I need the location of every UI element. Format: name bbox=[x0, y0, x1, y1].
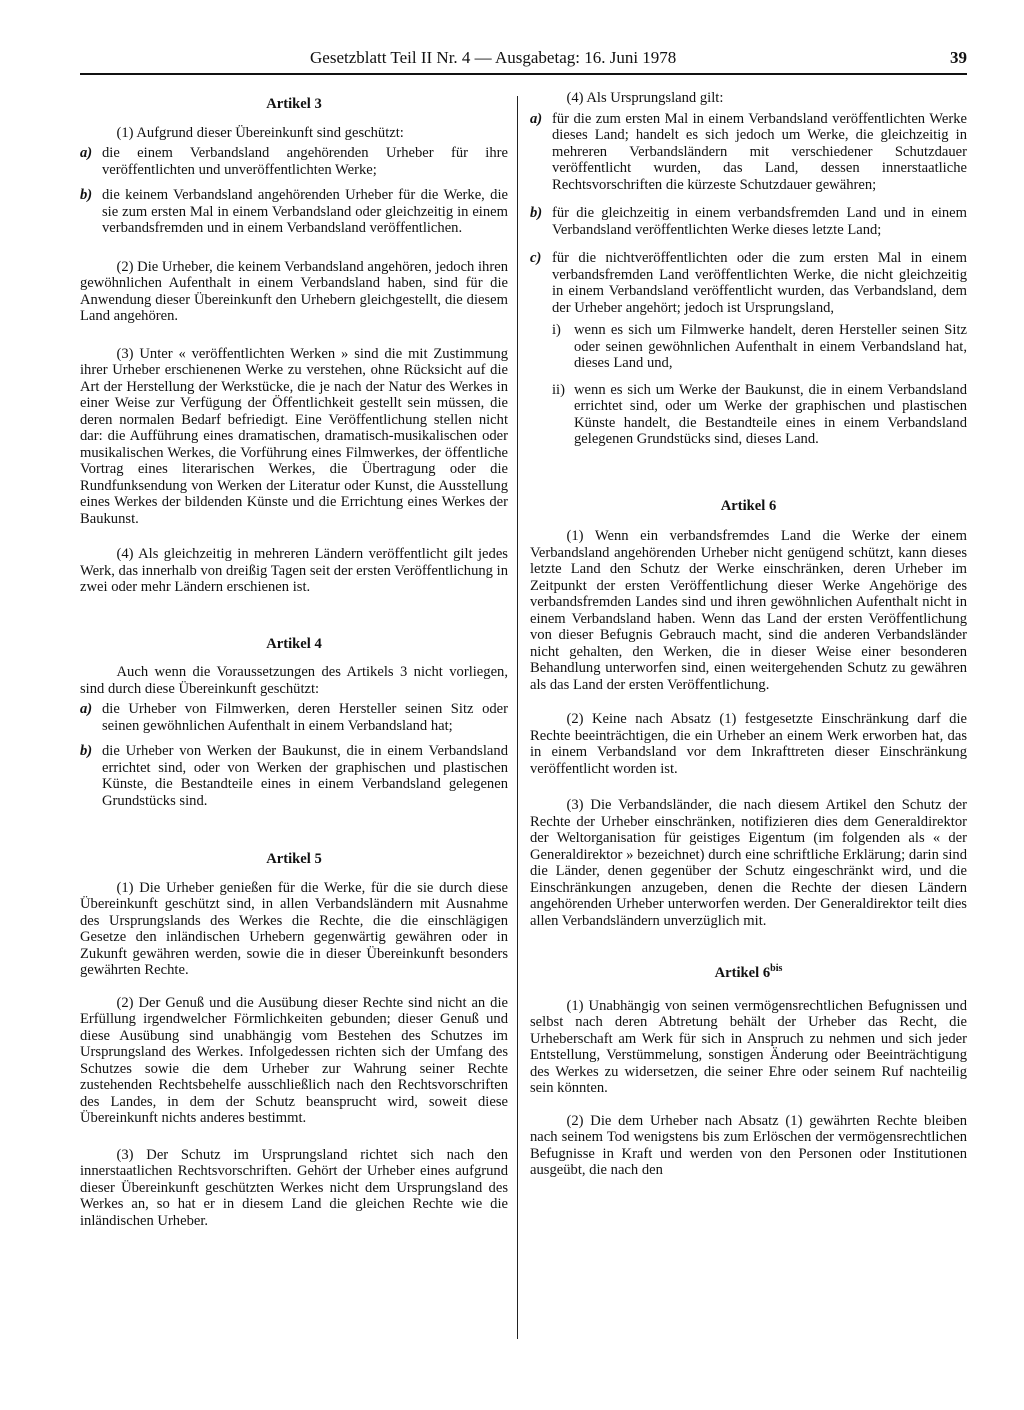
article-4-heading: Artikel 4 bbox=[266, 635, 322, 652]
art5-para4-intro: (4) Als Ursprungsland gilt: bbox=[566, 90, 724, 106]
item-text: die einem Verbandsland angehörenden Urheber für ihre veröffentlichten und unveröffentlichten Werke; bbox=[102, 145, 508, 178]
art6-para1: (1) Wenn ein verbandsfremdes Land die Werke der einem Verbandsland angehörenden Urheber nicht genügend schützt, kann dieses letzte Land den Schutz der Werke einschränken, deren Urheber im Zeitpunkt der ersten Veröffentlichung dieser Werke Angehörige des verbandsfremden Landes sind und ihren gewöhnlichen Aufenthalt nicht in einem Verbandsland haben. Wenn das Land der ersten Veröffentlichung von dieser Befugnis Gebrauch macht, sind die anderen Verbandsländer nicht gehalten, den Werken, die in dieser Weise einer besonderen Behandlung unterworfen sind, einen weitergehenden Schutz zu gewähren als das Land der ersten Veröffentlichung. bbox=[530, 528, 967, 693]
art4-item-a bbox=[80, 701, 508, 734]
art3-item-b bbox=[80, 187, 508, 237]
item-label: a) bbox=[80, 145, 93, 161]
subitem-label: i) bbox=[552, 322, 561, 338]
page-number: 39 bbox=[950, 48, 967, 67]
item-text: die Urheber von Filmwerken, deren Hersteller seinen Sitz oder seinen gewöhnlichen Aufenthalt in einem Verbandsland hat; bbox=[102, 701, 508, 734]
art5-item-b bbox=[530, 205, 967, 238]
subitem-label: ii) bbox=[552, 381, 565, 398]
item-text: für die gleichzeitig in einem verbandsfremden Land und in einem Verbandsland veröffentlichten Werke dieses letzte Land; bbox=[552, 205, 967, 238]
article-3-heading: Artikel 3 bbox=[266, 96, 322, 112]
art6bis-para2: (2) Die dem Urheber nach Absatz (1) gewährten Rechte bleiben nach seinem Tod wenigstens bis zum Erlöschen der vermögensrechtlichen Befugnisse in Kraft und werden von den Personen oder Institutionen ausgeübt, die nach den bbox=[530, 1112, 967, 1178]
left-column bbox=[80, 90, 508, 1229]
art6bis-para1: (1) Unabhängig von seinen vermögensrechtlichen Befugnissen und selbst nach deren Abtretung behält der Urheber das Recht, die Urheberschaft am Werk für sich in Anspruch zu nehmen und sich jeder Entstellung, Verstümmelung, sonstigen Änderung oder Beeinträchtigung des Werkes zu widersetzen, die seiner Ehre oder seinem Ruf nachteilig sein könnten. bbox=[530, 997, 967, 1096]
art5-para3: (3) Der Schutz im Ursprungsland richtet sich nach den innerstaatlichen Rechtsvorschriften. Gehört der Urheber eines aufgrund dieser Übereinkunft geschützten Werkes nicht dem Ursprungsland des Werkes an, so hat er in diesem Land die gleichen Rechte wie die inländischen Urheber. bbox=[80, 1146, 508, 1229]
publication-title: Gesetzblatt Teil II Nr. 4 — Ausgabetag: 16. Juni 1978 bbox=[310, 48, 677, 67]
heading-superscript: bis bbox=[770, 963, 783, 975]
item-text: für die nichtveröffentlichten oder die zum ersten Mal in einem verbandsfremden Land veröffentlichten Werke, die nicht gleichzeitig in einem Verbandsland veröffentlicht wurden, das Verbandsland, dem der Urheber angehört; jedoch ist Ursprungsland, bbox=[552, 250, 967, 316]
heading-text: Artikel 6 bbox=[714, 965, 771, 981]
art5-para1: (1) Die Urheber genießen für die Werke, für die sie durch diese Übereinkunft geschützt sind, in allen Verbandsländern mit Ausnahme des Ursprungslands des Werkes die Rechte, die die einschlägigen Gesetze den inländischen Urhebern gegenwärtig gewähren oder in Zukunft gewähren werden, sowie die in dieser Übereinkunft besonders gewährten Rechte. bbox=[80, 879, 508, 978]
article-6bis-heading bbox=[530, 965, 967, 982]
art4-item-b bbox=[80, 743, 508, 809]
art3-para2: (2) Die Urheber, die keinem Verbandsland angehören, jedoch ihren gewöhnlichen Aufenthalt in einem Verbandsland haben, sind für die Anwendung dieser Übereinkunft den Urhebern gleichgestellt, die diesem Land angehören. bbox=[80, 258, 508, 324]
item-text: die Urheber von Werken der Baukunst, die in einem Verbandsland errichtet sind, oder von Werken der graphischen und plastischen Künste, die Bestandteile eines in einem Verbandsland gelegenen Grundstücks sind. bbox=[102, 743, 508, 809]
item-label: b) bbox=[80, 743, 93, 759]
art5-subitem-ii bbox=[552, 382, 967, 448]
art3-para4: (4) Als gleichzeitig in mehreren Ländern veröffentlicht gilt jedes Werk, das innerhalb von dreißig Tagen seit der ersten Veröffentlichung in zwei oder mehr Ländern erschienen ist. bbox=[80, 546, 508, 595]
art3-item-a bbox=[80, 145, 508, 178]
page-header bbox=[80, 48, 967, 76]
art5-item-a bbox=[530, 111, 967, 194]
item-label: b) bbox=[530, 205, 543, 221]
item-text: die keinem Verbandsland angehörenden Urheber für die Werke, die sie zum ersten Mal in einem Verbandsland oder gleichzeitig in einem verbandsfremden und in einem Verbandsland veröffentlichen. bbox=[102, 187, 508, 236]
article-6-heading: Artikel 6 bbox=[720, 497, 777, 514]
item-label: b) bbox=[80, 187, 93, 203]
art3-para1-intro: (1) Aufgrund dieser Übereinkunft sind geschützt: bbox=[116, 124, 404, 141]
art5-para2: (2) Der Genuß und die Ausübung dieser Rechte sind nicht an die Erfüllung irgendwelcher Förmlichkeiten gebunden; dieser Genuß und diese Ausübung sind unabhängig vom Bestehen des Schutzes im Ursprungsland des Werkes. Infolgedessen richten sich der Umfang des Schutzes sowie die dem Urheber zur Wahrung seiner Rechte zustehenden Rechtsbehelfe ausschließlich nach den Rechtsvorschriften des Landes, in dem der Schutz beansprucht wird, soweit diese Übereinkunft nichts anderes bestimmt. bbox=[80, 994, 508, 1126]
subitem-text: wenn es sich um Filmwerke handelt, deren Hersteller seinen Sitz oder seinen gewöhnlichen Aufenthalt in einem Verbandsland hat, dieses Land und, bbox=[574, 322, 967, 371]
art6-para3: (3) Die Verbandsländer, die nach diesem Artikel den Schutz der Rechte der Urheber einschränken, notifizieren dies dem Generaldirektor der Weltorganisation für geistiges Eigentum (im folgenden als « der Generaldirektor » bezeichnet) durch eine schriftliche Erklärung; darin sind die Länder, denen gegenüber der Schutz eingeschränkt wird, und die Einschränkungen anzugeben, denen die Rechte der diesen Ländern angehörenden Urheber unterworfen werden. Der Generaldirektor teilt dies allen Verbandsländern unverzüglich mit. bbox=[530, 797, 967, 929]
art5-subitem-i bbox=[552, 322, 967, 372]
art6-para2: (2) Keine nach Absatz (1) festgesetzte Einschränkung darf die Rechte beeinträchtigen, die ein Urheber an einem Werk erworben hat, das in einem Verbandsland vor dem Inkrafttreten dieser Einschränkung veröffentlicht worden ist. bbox=[530, 711, 967, 777]
header-rule bbox=[80, 73, 967, 75]
item-label: c) bbox=[530, 250, 542, 266]
right-column bbox=[530, 90, 967, 1179]
item-text: für die zum ersten Mal in einem Verbandsland veröffentlichten Werke dieses Land; handelt es sich jedoch um Werke, die gleichzeitig in mehreren Verbandsländern mit verschiedener Schutzdauer veröffentlicht wurden, das Land, dessen innerstaatliche Rechtsvorschriften die kürzeste Schutzdauer gewähren; bbox=[552, 110, 967, 193]
item-label: a) bbox=[80, 701, 93, 717]
art5-item-c bbox=[530, 250, 967, 316]
article-5-heading: Artikel 5 bbox=[266, 851, 322, 867]
subitem-text: wenn es sich um Werke der Baukunst, die in einem Verbandsland errichtet sind, oder um Werke der graphischen und plastischen Künste handelt, die Bestandteile eines in einem Verbandsland gelegenen Grundstücks sind, dieses Land. bbox=[574, 381, 967, 447]
art3-para3: (3) Unter « veröffentlichten Werken » sind die mit Zustimmung ihrer Urheber erschienenen Werke zu verstehen, ohne Rücksicht auf die Art der Herstellung der Werkstücke, die je nach der Natur des Werkes in einer Weise zur Verfügung der Öffentlichkeit gestellt sein müssen, die deren normalen Bedarf befriedigt. Eine Veröffentlichung stellen nicht dar: die Aufführung eines dramatischen, dramatisch-musikalischen oder musikalischen Werkes, die Vorführung eines Filmwerkes, der öffentliche Vortrag eines literarischen Werkes, die Übertragung oder die Rundfunksendung von Werken der Literatur oder Kunst, die Ausstellung eines Werkes der bildenden Künste und die Errichtung eines Werkes der Baukunst. bbox=[80, 345, 508, 527]
art4-intro: Auch wenn die Voraussetzungen des Artikels 3 nicht vorliegen, sind durch diese Übereinkunft geschützt: bbox=[80, 664, 508, 697]
item-label: a) bbox=[530, 110, 543, 127]
column-divider bbox=[517, 96, 518, 1339]
